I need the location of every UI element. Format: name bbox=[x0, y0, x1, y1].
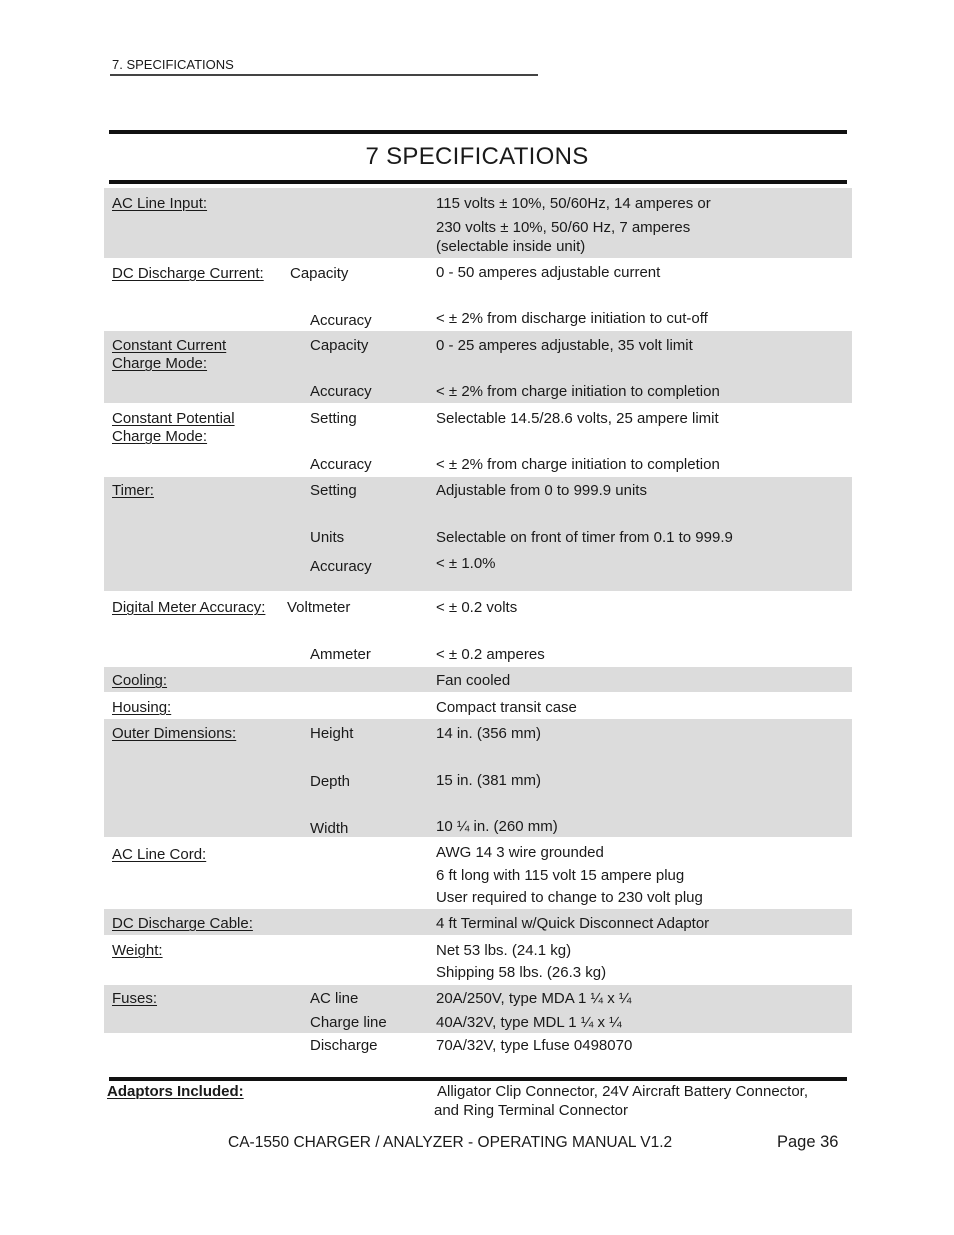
label-dc-discharge: DC Discharge Current: bbox=[112, 265, 264, 282]
title-top-rule bbox=[109, 130, 847, 134]
value-ac-line-1: 115 volts ± 10%, 50/60Hz, 14 amperes or bbox=[436, 195, 711, 212]
value-cp-accuracy: < ± 2% from charge initiation to completion bbox=[436, 456, 720, 473]
value-cooling: Fan cooled bbox=[436, 672, 511, 689]
value-weight-net: Net 53 lbs. (24.1 kg) bbox=[436, 942, 572, 959]
label-dc-cable: DC Discharge Cable: bbox=[112, 915, 253, 932]
label-ac-line-input: AC Line Input: bbox=[112, 195, 208, 212]
value-fuse-charge: 40A/32V, type MDL 1 ¼ x ¼ bbox=[436, 1014, 622, 1031]
sub-ammeter: Ammeter bbox=[310, 646, 371, 663]
value-adaptors-2: and Ring Terminal Connector bbox=[434, 1102, 628, 1119]
sub-fuse-charge: Charge line bbox=[310, 1014, 387, 1031]
label-digital-meter: Digital Meter Accuracy: bbox=[112, 599, 266, 616]
label-timer: Timer: bbox=[112, 482, 154, 499]
value-ammeter: < ± 0.2 amperes bbox=[436, 646, 545, 663]
sub-dc-capacity: Capacity bbox=[290, 265, 349, 282]
value-depth: 15 in. (381 mm) bbox=[436, 772, 542, 789]
value-fuse-discharge: 70A/32V, type Lfuse 0498070 bbox=[436, 1037, 633, 1054]
sub-voltmeter: Voltmeter bbox=[287, 599, 351, 616]
value-timer-units: Selectable on front of timer from 0.1 to 999.9 bbox=[436, 529, 733, 546]
value-voltmeter: < ± 0.2 volts bbox=[436, 599, 518, 616]
value-timer-accuracy: < ± 1.0% bbox=[436, 555, 496, 572]
label-constant-current-1: Constant Current bbox=[112, 337, 227, 354]
label-adaptors: Adaptors Included: bbox=[107, 1083, 244, 1100]
sub-cp-accuracy: Accuracy bbox=[310, 456, 372, 473]
value-cord-1: AWG 14 3 wire grounded bbox=[436, 844, 604, 861]
value-width: 10 ¼ in. (260 mm) bbox=[436, 818, 558, 835]
value-timer-setting: Adjustable from 0 to 999.9 units bbox=[436, 482, 647, 499]
value-adaptors-1: Alligator Clip Connector, 24V Aircraft Battery Connector, bbox=[437, 1083, 809, 1100]
label-ac-line-cord: AC Line Cord: bbox=[112, 846, 207, 863]
value-dc-accuracy: < ± 2% from discharge initiation to cut-off bbox=[436, 310, 708, 327]
value-cord-3: User required to change to 230 volt plug bbox=[436, 889, 703, 906]
sub-depth: Depth bbox=[310, 773, 351, 790]
value-cc-accuracy: < ± 2% from charge initiation to completion bbox=[436, 383, 720, 400]
sub-cp-setting: Setting bbox=[310, 410, 357, 427]
sub-width: Width bbox=[310, 820, 349, 837]
value-cc-capacity: 0 - 25 amperes adjustable, 35 volt limit bbox=[436, 337, 693, 354]
value-cord-2: 6 ft long with 115 volt 15 ampere plug bbox=[436, 867, 685, 884]
running-header: 7. SPECIFICATIONS bbox=[112, 57, 234, 72]
header-divider bbox=[110, 74, 538, 76]
sub-fuse-discharge: Discharge bbox=[310, 1037, 378, 1054]
sub-height: Height bbox=[310, 725, 354, 742]
label-constant-current-2: Charge Mode: bbox=[112, 355, 208, 372]
value-dc-capacity: 0 - 50 amperes adjustable current bbox=[436, 264, 661, 281]
value-dc-cable: 4 ft Terminal w/Quick Disconnect Adaptor bbox=[436, 915, 710, 932]
label-cooling: Cooling: bbox=[112, 672, 168, 689]
bottom-rule bbox=[109, 1077, 847, 1081]
value-ac-line-3: (selectable inside unit) bbox=[436, 238, 586, 255]
sub-cc-capacity: Capacity bbox=[310, 337, 369, 354]
sub-timer-units: Units bbox=[310, 529, 345, 546]
value-housing: Compact transit case bbox=[436, 699, 577, 716]
sub-cc-accuracy: Accuracy bbox=[310, 383, 372, 400]
label-fuses: Fuses: bbox=[112, 990, 158, 1007]
sub-fuse-ac: AC line bbox=[310, 990, 359, 1007]
sub-timer-setting: Setting bbox=[310, 482, 357, 499]
footer-page-number: Page 36 bbox=[777, 1133, 839, 1151]
title-bottom-rule bbox=[109, 180, 847, 184]
page-title: 7 SPECIFICATIONS bbox=[365, 143, 589, 170]
value-weight-shipping: Shipping 58 lbs. (26.3 kg) bbox=[436, 964, 607, 981]
label-outer-dimensions: Outer Dimensions: bbox=[112, 725, 237, 742]
label-constant-potential-1: Constant Potential bbox=[112, 410, 235, 427]
label-housing: Housing: bbox=[112, 699, 172, 716]
value-height: 14 in. (356 mm) bbox=[436, 725, 542, 742]
footer-manual-title: CA-1550 CHARGER / ANALYZER - OPERATING MANUAL V1.2 bbox=[228, 1134, 673, 1151]
sub-dc-accuracy: Accuracy bbox=[310, 312, 372, 329]
value-cp-setting: Selectable 14.5/28.6 volts, 25 ampere limit bbox=[436, 410, 719, 427]
sub-timer-accuracy: Accuracy bbox=[310, 558, 372, 575]
value-fuse-ac: 20A/250V, type MDA 1 ¼ x ¼ bbox=[436, 990, 632, 1007]
label-weight: Weight: bbox=[112, 942, 163, 959]
value-ac-line-2: 230 volts ± 10%, 50/60 Hz, 7 amperes bbox=[436, 219, 691, 236]
label-constant-potential-2: Charge Mode: bbox=[112, 428, 208, 445]
